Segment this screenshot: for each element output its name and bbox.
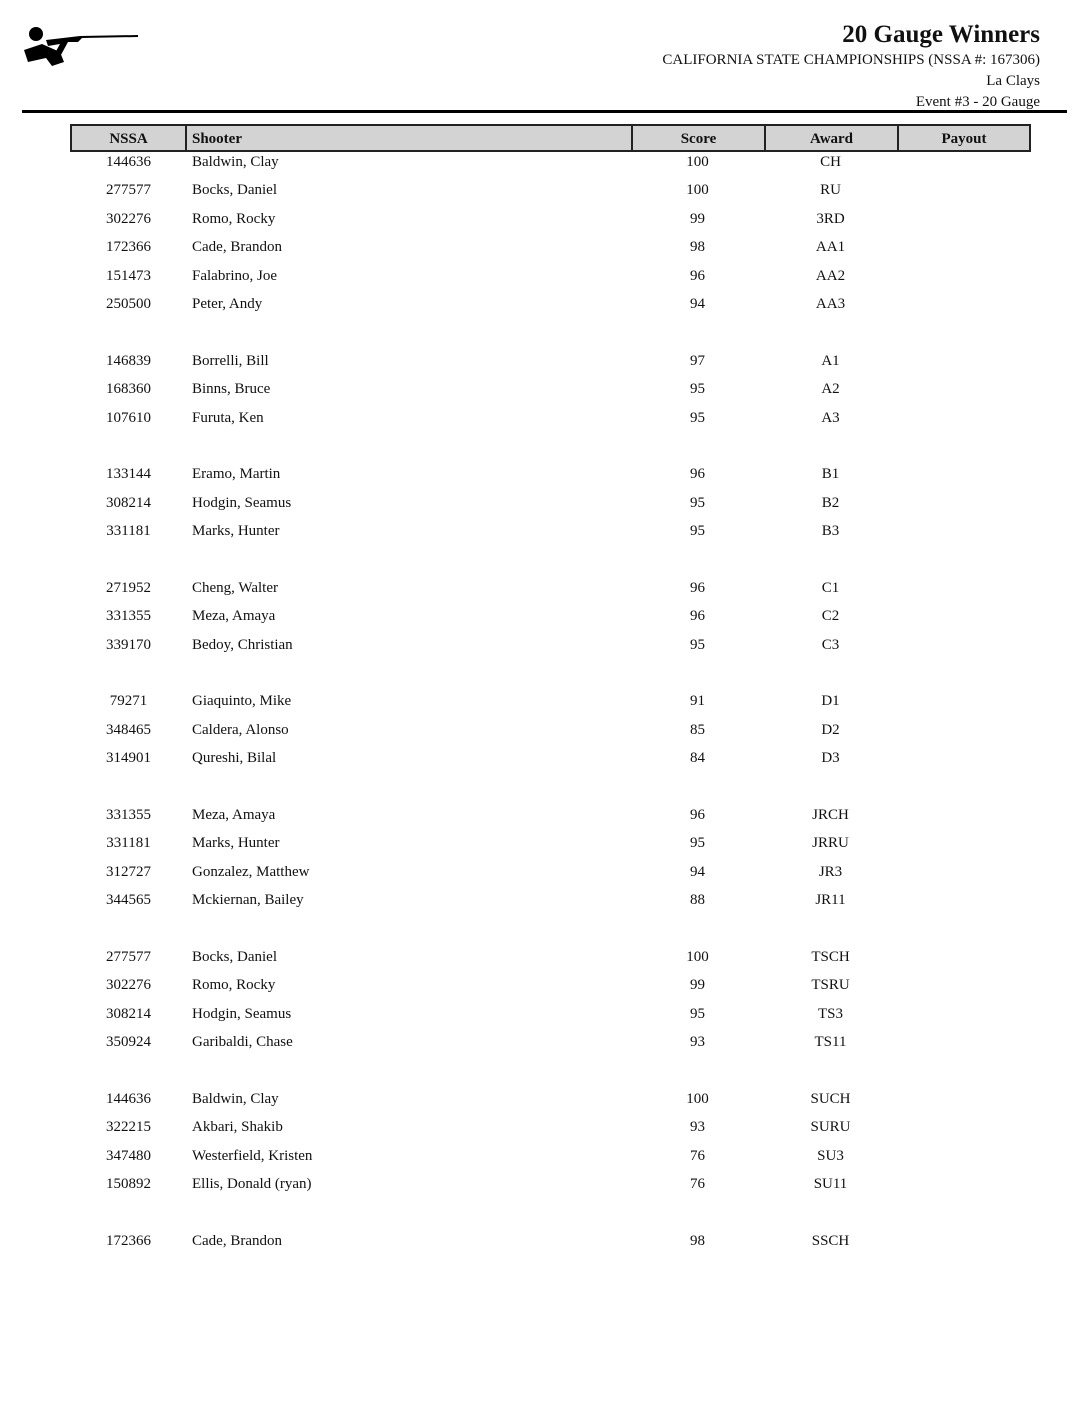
- table-row: [70, 1031, 1031, 1059]
- cell-payout: [897, 861, 1031, 889]
- cell-shooter: Qureshi, Bilal: [192, 750, 277, 767]
- table-row: [70, 747, 1031, 775]
- cell-payout: [897, 1003, 1031, 1031]
- cell-nssa: 144636: [106, 1090, 151, 1107]
- cell-payout: [897, 974, 1031, 1002]
- cell-shooter: Marks, Hunter: [192, 523, 280, 540]
- cell-score: 96: [690, 608, 705, 625]
- cell-award: C2: [821, 608, 840, 625]
- cell-score: 95: [690, 835, 705, 852]
- table-row: [70, 974, 1031, 1002]
- table-header: [70, 124, 1031, 152]
- cell-payout: [897, 634, 1031, 662]
- cell-nssa: 308214: [106, 494, 151, 511]
- column-header-award: Award: [766, 126, 899, 150]
- table-row: [70, 151, 1031, 179]
- report-header: [662, 20, 1040, 113]
- cell-score: 96: [690, 579, 705, 596]
- cell-shooter: Romo, Rocky: [192, 210, 276, 227]
- table-row: [70, 804, 1031, 832]
- cell-award: A3: [821, 409, 840, 426]
- table-row: [70, 1173, 1031, 1201]
- cell-payout: [897, 946, 1031, 974]
- cell-shooter: Cheng, Walter: [192, 579, 278, 596]
- cell-award: A2: [821, 381, 840, 398]
- cell-payout: [897, 577, 1031, 605]
- column-header-shooter: Shooter: [187, 126, 633, 150]
- cell-shooter: Eramo, Martin: [192, 466, 281, 483]
- cell-nssa: 271952: [106, 579, 151, 596]
- table-row: [70, 1145, 1031, 1173]
- table-row: [70, 946, 1031, 974]
- cell-nssa: 79271: [109, 693, 148, 710]
- cell-award: JRRU: [812, 835, 849, 852]
- table-row: [70, 889, 1031, 917]
- cell-score: 96: [690, 466, 705, 483]
- cell-nssa: 347480: [106, 1147, 151, 1164]
- cell-shooter: Binns, Bruce: [192, 381, 271, 398]
- table-row: [70, 690, 1031, 718]
- cell-score: 88: [690, 892, 705, 909]
- cell-shooter: Furuta, Ken: [192, 409, 264, 426]
- club-name: La Clays: [986, 73, 1040, 89]
- cell-nssa: 277577: [106, 948, 151, 965]
- cell-shooter: Bocks, Daniel: [192, 182, 277, 199]
- table-row: [70, 265, 1031, 293]
- results-table-body: [70, 151, 1031, 1258]
- cell-nssa: 331181: [106, 523, 151, 540]
- cell-award: AA2: [815, 267, 846, 284]
- table-row: [70, 605, 1031, 633]
- table-row: [70, 208, 1031, 236]
- cell-payout: [897, 605, 1031, 633]
- cell-score: 85: [690, 721, 705, 738]
- cell-nssa: 344565: [106, 892, 151, 909]
- table-row: [70, 719, 1031, 747]
- table-row: [70, 350, 1031, 378]
- cell-award: SSCH: [811, 1232, 850, 1249]
- table-row: [70, 832, 1031, 860]
- cell-award: RU: [820, 182, 841, 199]
- table-row: [70, 179, 1031, 207]
- cell-award: JRCH: [812, 806, 849, 823]
- cell-score: 94: [690, 863, 705, 880]
- table-row: [70, 293, 1031, 321]
- group-spacer: [70, 321, 1031, 349]
- cell-payout: [897, 151, 1031, 179]
- cell-shooter: Falabrino, Joe: [192, 267, 277, 284]
- cell-shooter: Hodgin, Seamus: [192, 494, 292, 511]
- cell-nssa: 331355: [106, 608, 151, 625]
- column-header-nssa: NSSA: [72, 126, 187, 150]
- group-spacer: [70, 918, 1031, 946]
- cell-award: CH: [820, 154, 841, 170]
- cell-nssa: 339170: [106, 636, 151, 653]
- cell-nssa: 168360: [106, 381, 151, 398]
- table-row: [70, 492, 1031, 520]
- cell-score: 95: [690, 409, 705, 426]
- cell-nssa: 150892: [106, 1176, 151, 1193]
- cell-shooter: Westerfield, Kristen: [192, 1147, 313, 1164]
- column-header-score: Score: [633, 126, 766, 150]
- table-row: [70, 463, 1031, 491]
- cell-payout: [897, 179, 1031, 207]
- cell-nssa: 314901: [106, 750, 151, 767]
- cell-shooter: Baldwin, Clay: [192, 154, 279, 170]
- cell-award: SUCH: [810, 1090, 851, 1107]
- cell-award: SU11: [813, 1176, 848, 1193]
- cell-shooter: Garibaldi, Chase: [192, 1034, 293, 1051]
- cell-score: 95: [690, 1005, 705, 1022]
- cell-award: SURU: [810, 1119, 851, 1136]
- cell-score: 99: [690, 210, 705, 227]
- cell-award: B3: [821, 523, 840, 540]
- cell-payout: [897, 1145, 1031, 1173]
- cell-award: TS11: [814, 1034, 847, 1051]
- cell-score: 100: [686, 154, 709, 170]
- cell-score: 98: [690, 239, 705, 256]
- cell-award: A1: [821, 352, 840, 369]
- cell-award: AA1: [815, 239, 846, 256]
- cell-nssa: 312727: [106, 863, 151, 880]
- cell-nssa: 308214: [106, 1005, 151, 1022]
- table-row: [70, 1088, 1031, 1116]
- cell-shooter: Caldera, Alonso: [192, 721, 289, 738]
- group-spacer: [70, 662, 1031, 690]
- cell-score: 99: [690, 977, 705, 994]
- group-spacer: [70, 1201, 1031, 1229]
- cell-score: 76: [690, 1147, 705, 1164]
- cell-score: 95: [690, 494, 705, 511]
- cell-score: 100: [686, 1090, 709, 1107]
- cell-award: D3: [821, 750, 840, 767]
- group-spacer: [70, 1060, 1031, 1088]
- cell-award: B2: [821, 494, 840, 511]
- column-header-payout: Payout: [941, 131, 987, 147]
- cell-award: TS3: [817, 1005, 843, 1022]
- cell-payout: [897, 889, 1031, 917]
- cell-nssa: 172366: [106, 239, 151, 256]
- table-row: [70, 1230, 1031, 1258]
- table-row: [70, 861, 1031, 889]
- cell-score: 97: [690, 352, 705, 369]
- cell-payout: [897, 690, 1031, 718]
- cell-payout: [897, 1116, 1031, 1144]
- cell-award: JR11: [815, 892, 846, 909]
- cell-shooter: Cade, Brandon: [192, 239, 282, 256]
- cell-score: 100: [686, 182, 709, 199]
- cell-nssa: 250500: [106, 295, 151, 312]
- event-name: Event #3 - 20 Gauge: [915, 94, 1040, 110]
- cell-score: 93: [690, 1119, 705, 1136]
- cell-payout: [897, 293, 1031, 321]
- cell-shooter: Romo, Rocky: [192, 977, 276, 994]
- cell-award: C3: [821, 636, 840, 653]
- cell-nssa: 350924: [106, 1034, 151, 1051]
- championship-name: CALIFORNIA STATE CHAMPIONSHIPS (NSSA #: 167306): [662, 52, 1040, 68]
- table-row: [70, 634, 1031, 662]
- table-row: [70, 1116, 1031, 1144]
- cell-payout: [897, 804, 1031, 832]
- cell-shooter: Mckiernan, Bailey: [192, 892, 304, 909]
- cell-payout: [897, 1031, 1031, 1059]
- cell-payout: [897, 378, 1031, 406]
- cell-award: SU3: [817, 1147, 844, 1164]
- cell-score: 95: [690, 636, 705, 653]
- cell-award: D2: [821, 721, 840, 738]
- table-row: [70, 378, 1031, 406]
- cell-score: 98: [690, 1232, 705, 1249]
- group-spacer: [70, 548, 1031, 576]
- cell-score: 94: [690, 295, 705, 312]
- shooter-logo-icon: [22, 22, 138, 70]
- cell-shooter: Marks, Hunter: [192, 835, 280, 852]
- cell-score: 91: [690, 693, 705, 710]
- cell-nssa: 172366: [106, 1232, 151, 1249]
- report-title: 20 Gauge Winners: [842, 21, 1040, 48]
- cell-payout: [897, 492, 1031, 520]
- cell-award: D1: [821, 693, 840, 710]
- cell-nssa: 277577: [106, 182, 151, 199]
- cell-nssa: 322215: [106, 1119, 151, 1136]
- cell-payout: [897, 1088, 1031, 1116]
- cell-payout: [897, 832, 1031, 860]
- cell-shooter: Bocks, Daniel: [192, 948, 277, 965]
- cell-shooter: Cade, Brandon: [192, 1232, 282, 1249]
- cell-payout: [897, 747, 1031, 775]
- cell-nssa: 302276: [106, 977, 151, 994]
- cell-shooter: Hodgin, Seamus: [192, 1005, 292, 1022]
- cell-shooter: Peter, Andy: [192, 295, 263, 312]
- cell-nssa: 146839: [106, 352, 151, 369]
- cell-payout: [897, 719, 1031, 747]
- cell-award: C1: [821, 579, 840, 596]
- cell-shooter: Baldwin, Clay: [192, 1090, 279, 1107]
- group-spacer: [70, 435, 1031, 463]
- cell-award: JR3: [818, 863, 843, 880]
- table-row: [70, 520, 1031, 548]
- table-row: [70, 236, 1031, 264]
- cell-award: TSRU: [811, 977, 850, 994]
- cell-shooter: Akbari, Shakib: [192, 1119, 283, 1136]
- cell-payout: [897, 520, 1031, 548]
- cell-shooter: Giaquinto, Mike: [192, 693, 292, 710]
- cell-award: 3RD: [816, 210, 845, 227]
- cell-score: 76: [690, 1176, 705, 1193]
- cell-score: 95: [690, 523, 705, 540]
- cell-payout: [897, 1230, 1031, 1258]
- cell-score: 95: [690, 381, 705, 398]
- cell-shooter: Gonzalez, Matthew: [192, 863, 310, 880]
- cell-nssa: 331181: [106, 835, 151, 852]
- cell-nssa: 151473: [106, 267, 151, 284]
- cell-shooter: Borrelli, Bill: [192, 352, 269, 369]
- cell-score: 96: [690, 806, 705, 823]
- header-divider: [22, 110, 1067, 113]
- cell-payout: [897, 236, 1031, 264]
- cell-nssa: 144636: [106, 154, 151, 170]
- cell-payout: [897, 407, 1031, 435]
- cell-shooter: Meza, Amaya: [192, 806, 276, 823]
- cell-award: B1: [821, 466, 840, 483]
- cell-payout: [897, 1173, 1031, 1201]
- table-row: [70, 1003, 1031, 1031]
- cell-award: TSCH: [811, 948, 850, 965]
- cell-score: 96: [690, 267, 705, 284]
- table-row: [70, 407, 1031, 435]
- cell-nssa: 331355: [106, 806, 151, 823]
- cell-payout: [897, 463, 1031, 491]
- group-spacer: [70, 776, 1031, 804]
- cell-shooter: Ellis, Donald (ryan): [192, 1176, 312, 1193]
- cell-shooter: Meza, Amaya: [192, 608, 276, 625]
- cell-nssa: 133144: [106, 466, 151, 483]
- cell-payout: [897, 265, 1031, 293]
- cell-nssa: 302276: [106, 210, 151, 227]
- cell-nssa: 107610: [106, 409, 151, 426]
- table-row: [70, 577, 1031, 605]
- cell-score: 84: [690, 750, 705, 767]
- cell-nssa: 348465: [106, 721, 151, 738]
- cell-shooter: Bedoy, Christian: [192, 636, 293, 653]
- cell-score: 100: [686, 948, 709, 965]
- cell-award: AA3: [815, 295, 846, 312]
- cell-payout: [897, 350, 1031, 378]
- cell-score: 93: [690, 1034, 705, 1051]
- cell-payout: [897, 208, 1031, 236]
